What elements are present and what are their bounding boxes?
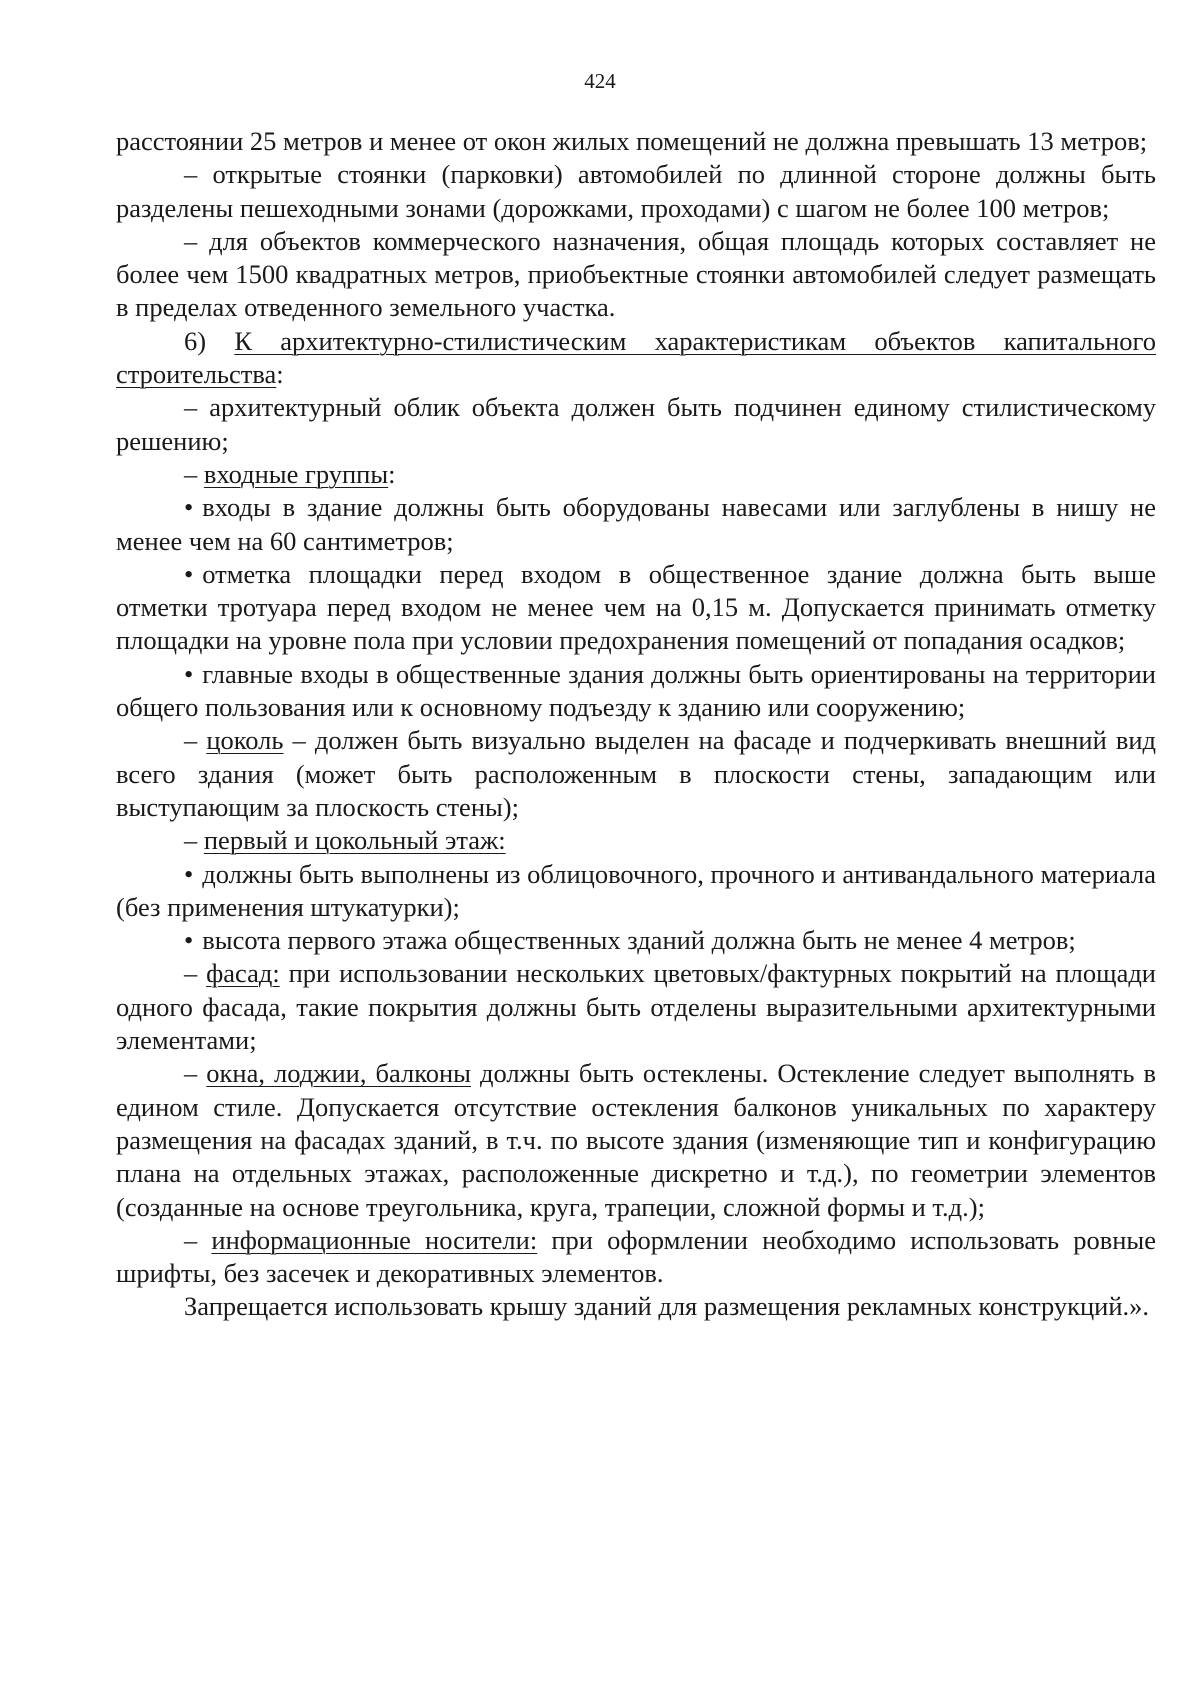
term-text: – должен быть визуально выделен на фасаде и подчеркивать внешний вид всего здания (может быть расположенным в плоскости стены, западающим или выступающим за плоскость стены); xyxy=(116,725,1157,822)
bullet-text: отметка площадки перед входом в общественное здание должна быть выше отметки тротуара перед входом не менее чем на 0,15 м. Допускается принимать отметку площадки на уровне пола при условии предохранения помещений от попадания осадков; xyxy=(116,558,1156,656)
section-number: 6) xyxy=(184,325,235,356)
section-heading-underlined: К архитектурно-стилистическим характеристикам объектов капитального строительства xyxy=(116,325,1156,390)
paragraph-facade xyxy=(116,957,1156,1057)
section-heading-colon: : xyxy=(276,359,284,390)
document-body xyxy=(116,125,1156,1324)
bullet-first-floor-height xyxy=(116,924,1156,957)
dash-prefix: – xyxy=(184,725,207,756)
paragraph-commercial-parking: – для объектов коммерческого назначения, общая площадь которых составляет не более чем 1500 квадратных метров, приобъектные стоянки автомобилей следует размещать в пределах отведенного земельного участка. xyxy=(116,225,1156,323)
bullet-text: входы в здание должны быть оборудованы навесами или заглублены в нишу не менее чем на 60 сантиметров; xyxy=(116,492,1156,556)
term-windows-balconies: окна, лоджии, балконы xyxy=(206,1058,471,1089)
term-colon: : xyxy=(388,458,396,489)
bullet-text: высота первого этажа общественных зданий должна быть не менее 4 метров; xyxy=(202,925,1076,956)
term-first-floor: первый и цокольный этаж: xyxy=(203,825,506,856)
bullet-entrances-canopies xyxy=(116,491,1156,558)
bullet-text: должны быть выполнены из облицовочного, прочного и антивандального материала (без применения штукатурки); xyxy=(116,858,1156,922)
bullet-platform-elevation xyxy=(116,558,1156,658)
bullet-icon: • xyxy=(184,858,194,889)
bullet-facing-material xyxy=(116,858,1156,925)
dash-prefix: – xyxy=(184,958,207,989)
term-text: при использовании нескольких цветовых/фактурных покрытий на площади одного фасада, такие покрытия должны быть отделены выразительными архитектурными элементами; xyxy=(116,958,1156,1056)
paragraph-first-floor xyxy=(116,824,1156,857)
bullet-text: главные входы в общественные здания должны быть ориентированы на территории общего пользования или к основному подъезду к зданию или сооружению; xyxy=(116,658,1156,723)
dash-prefix: – xyxy=(184,1224,212,1255)
dash-prefix: – xyxy=(184,458,204,489)
dash-prefix: – xyxy=(184,1058,207,1089)
term-text: при оформлении необходимо использовать ровные шрифты, без засечек и декоративных элементов. xyxy=(116,1224,1156,1289)
paragraph-architectural-look: – архитектурный облик объекта должен быть подчинен единому стилистическому решению; xyxy=(116,392,1156,456)
page-number: 424 xyxy=(584,69,616,93)
bullet-icon: • xyxy=(184,658,194,689)
paragraph-parking-zones: – открытые стоянки (парковки) автомобилей по длинной стороне должны быть разделены пешеходными зонами (дорожками, проходами) с шагом не более 100 метров; xyxy=(116,159,1156,223)
paragraph-entrance-groups xyxy=(116,458,1156,491)
paragraph-plinth xyxy=(116,724,1156,824)
bullet-main-entrances xyxy=(116,658,1156,725)
term-text: должны быть остеклены. Остекление следует выполнять в едином стиле. Допускается отсутствие остекления балконов уникальных по характеру размещения на фасадах зданий, в т.ч. по высоте здания (изменяющие тип и конфигурацию плана на отдельных этажах, расположенные дискретно и т.д.), по геометрии элементов (созданные на основе треугольника, круга, трапеции, сложной формы и т.д.); xyxy=(116,1058,1157,1222)
paragraph-roof-advertising: Запрещается использовать крышу зданий для размещения рекламных конструкций.». xyxy=(184,1291,1150,1322)
paragraph-section-6-heading xyxy=(116,325,1156,392)
bullet-icon: • xyxy=(184,925,194,956)
term-information-carriers: информационные носители: xyxy=(211,1224,538,1255)
term-facade: фасад: xyxy=(206,958,280,989)
paragraph-windows-balconies xyxy=(116,1057,1156,1223)
term-plinth: цоколь xyxy=(206,725,284,756)
bullet-icon: • xyxy=(184,492,194,523)
bullet-icon: • xyxy=(184,558,194,589)
dash-prefix: – xyxy=(184,825,204,856)
paragraph-information-carriers xyxy=(116,1224,1156,1291)
paragraph-1: расстоянии 25 метров и менее от окон жилых помещений не должна превышать 13 метров; xyxy=(116,126,1148,156)
term-entrance-groups: входные группы xyxy=(203,458,389,489)
